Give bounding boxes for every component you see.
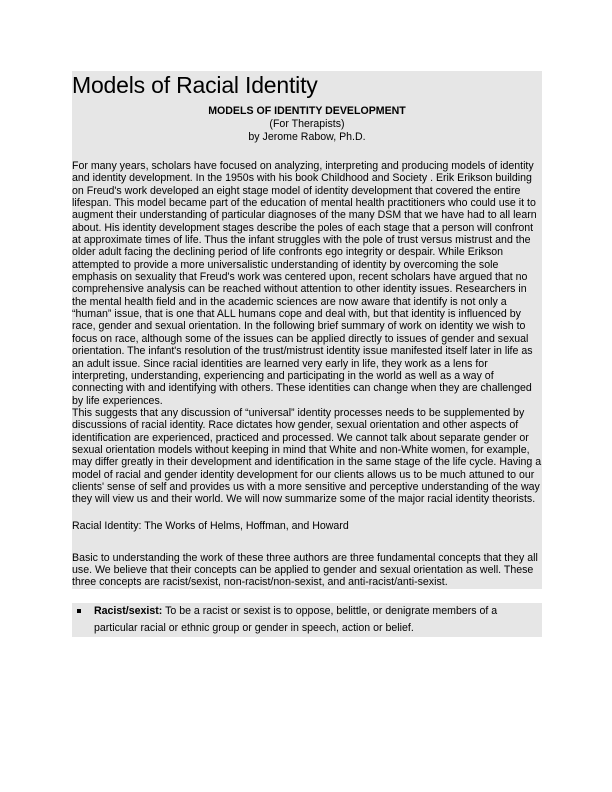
square-bullet-icon: [77, 609, 81, 613]
article-heading: MODELS OF IDENTITY DEVELOPMENT: [208, 105, 406, 117]
spacer: [72, 146, 542, 160]
bullet-term: Racist/sexist:: [94, 604, 163, 617]
bullet-list-item: [72, 603, 542, 637]
body-paragraph-1: For many years, scholars have focused on analyzing, interpreting and producing models of identity and identity development. In the 1950s with his book Childhood and Society . Erik Erikson building on Freud's work developed an eight stage model of identity development that covered the entire lifespan. This model became part of the education of mental health practitioners who could use it to augment their understanding of particular diagnoses of the many DSM that we have had to all learn about. His identity development stages describe the poles of each stage that a person will confront at approximate times of life. Thus the infant struggles with the pole of trust versus mistrust and the older adult facing the declining period of life confronts ego integrity or despair. While Erikson attempted to provide a more universalistic understanding of identity by overcoming the sole emphasis on sexuality that Freud's work was centered upon, recent scholars have argued that no comprehensive analysis can be reached without attention to other identity issues. Researchers in the mental health field and in the academic sciences are now aware that identify is not only a “human” issue, that is one that ALL humans cope and deal with, but that identity is influenced by race, gender and sexual orientation. In the following brief summary of work on identity we wish to focus on race, although some of the issues can be applied directly to issues of gender and sexual orientation. The infant's resolution of the trust/mistrust identity issue manifested itself later in life as an adult issue. Since racial identities are learned very early in life, they work as a lens for interpreting, understanding, experiencing and participating in the world as well as a way of connecting with and identifying with others. These identities can change when they are challenged by life experiences.: [72, 160, 542, 407]
title-block: [72, 100, 542, 146]
bullet-text: To be a racist or sexist is to oppose, belittle, or denigrate members of a particular racial or ethnic group or gender in speech, action or belief.: [94, 604, 498, 634]
article-subheading: (For Therapists): [269, 118, 345, 130]
spacer: [72, 506, 542, 520]
article-author: by Jerome Rabow, Ph.D.: [248, 131, 366, 143]
body-paragraph-3: Basic to understanding the work of these three authors are three fundamental concepts that they all use. We believe that their concepts can be applied to gender and sexual orientation as well. These three concepts are racist/sexist, non-racist/non-sexist, and anti-racist/anti-sexist.: [72, 552, 542, 589]
section-heading: Racial Identity: The Works of Helms, Hoffman, and Howard: [72, 520, 542, 533]
document-title: Models of Racial Identity: [72, 71, 542, 100]
body-paragraph-2: This suggests that any discussion of “universal” identity processes needs to be supplemented by discussions of racial identity. Race dictates how gender, sexual orientation and other aspects of identification are experienced, practiced and processed. We cannot talk about separate gender or sexual orientation models without keeping in mind that White and non-White women, for example, may differ greatly in their development and identification in the same stage of the life cycle. Having a model of racial and gender identity development for our clients allows us to be much attuned to our clients' sense of self and provides us with a more sensitive and perceptive understanding of the way they will view us and their world. We will now summarize some of the major racial identity theorists.: [72, 406, 542, 506]
spacer: [72, 533, 542, 552]
document-page: [72, 71, 542, 637]
